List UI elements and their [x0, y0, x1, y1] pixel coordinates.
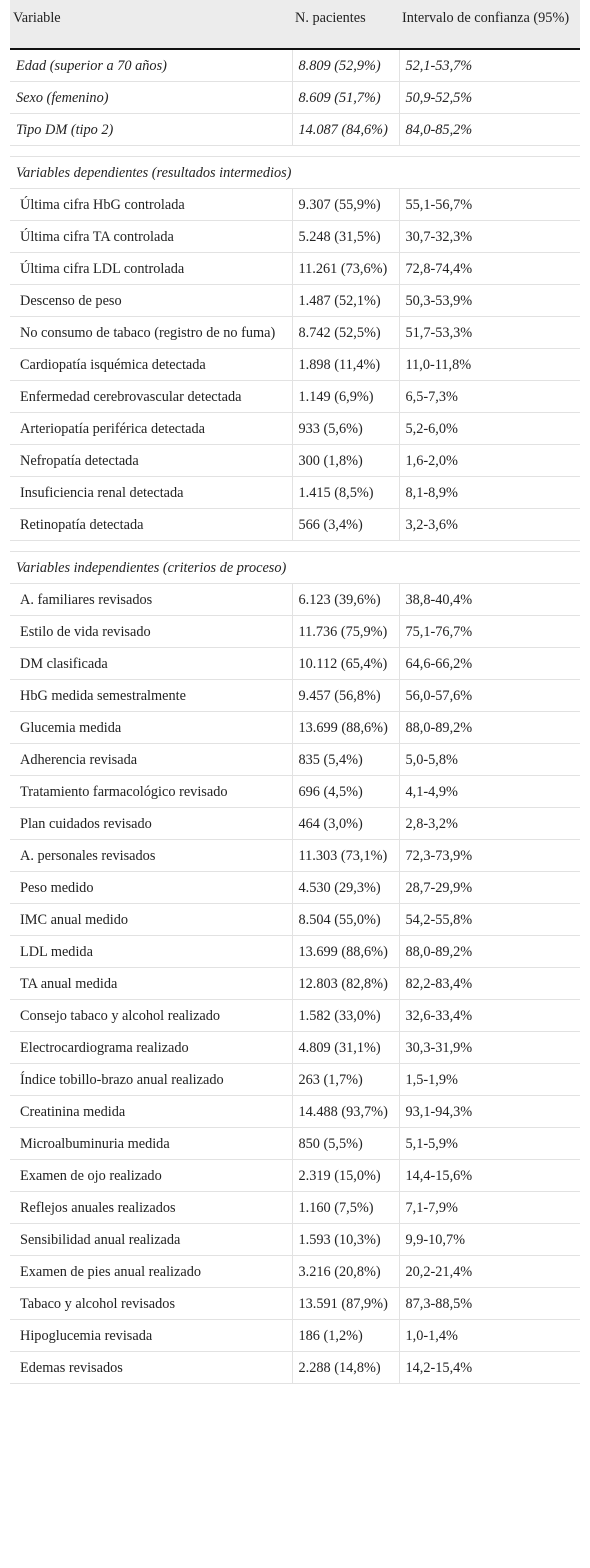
table-row	[10, 1224, 580, 1256]
cell-patients: 13.699 (88,6%)	[292, 712, 399, 744]
cell-confidence-interval: 54,2-55,8%	[399, 904, 580, 936]
cell-patients: 11.303 (73,1%)	[292, 840, 399, 872]
cell-variable: Descenso de peso	[10, 285, 292, 317]
cell-variable: Última cifra HbG controlada	[10, 189, 292, 221]
header-confidence-interval: Intervalo de confianza (95%)	[399, 0, 580, 49]
cell-variable: Insuficiencia renal detectada	[10, 477, 292, 509]
cell-confidence-interval: 1,6-2,0%	[399, 445, 580, 477]
table-row	[10, 936, 580, 968]
cell-confidence-interval: 55,1-56,7%	[399, 189, 580, 221]
cell-confidence-interval: 1,0-1,4%	[399, 1320, 580, 1352]
table-row	[10, 808, 580, 840]
cell-variable: Nefropatía detectada	[10, 445, 292, 477]
table-row	[10, 776, 580, 808]
cell-confidence-interval: 2,8-3,2%	[399, 808, 580, 840]
cell-patients: 2.319 (15,0%)	[292, 1160, 399, 1192]
cell-confidence-interval: 14,4-15,6%	[399, 1160, 580, 1192]
table-row	[10, 114, 580, 146]
cell-variable: Sensibilidad anual realizada	[10, 1224, 292, 1256]
cell-patients: 5.248 (31,5%)	[292, 221, 399, 253]
cell-variable: Tratamiento farmacológico revisado	[10, 776, 292, 808]
cell-confidence-interval: 8,1-8,9%	[399, 477, 580, 509]
cell-variable: Examen de ojo realizado	[10, 1160, 292, 1192]
table-row	[10, 1032, 580, 1064]
table-row	[10, 477, 580, 509]
section-title: Variables independientes (criterios de proceso)	[10, 552, 580, 584]
table-row	[10, 49, 580, 82]
cell-patients: 835 (5,4%)	[292, 744, 399, 776]
cell-confidence-interval: 14,2-15,4%	[399, 1352, 580, 1384]
cell-variable: Peso medido	[10, 872, 292, 904]
cell-patients: 1.898 (11,4%)	[292, 349, 399, 381]
cell-patients: 14.488 (93,7%)	[292, 1096, 399, 1128]
cell-variable: Reflejos anuales realizados	[10, 1192, 292, 1224]
cell-patients: 8.809 (52,9%)	[292, 49, 399, 82]
cell-variable: A. familiares revisados	[10, 584, 292, 616]
cell-variable: Sexo (femenino)	[10, 82, 292, 114]
cell-confidence-interval: 50,3-53,9%	[399, 285, 580, 317]
section-title: Variables dependientes (resultados intermedios)	[10, 157, 580, 189]
cell-variable: Plan cuidados revisado	[10, 808, 292, 840]
cell-variable: Cardiopatía isquémica detectada	[10, 349, 292, 381]
table-row	[10, 1128, 580, 1160]
cell-variable: TA anual medida	[10, 968, 292, 1000]
cell-confidence-interval: 56,0-57,6%	[399, 680, 580, 712]
table-row	[10, 413, 580, 445]
cell-confidence-interval: 28,7-29,9%	[399, 872, 580, 904]
table-row	[10, 1096, 580, 1128]
cell-patients: 696 (4,5%)	[292, 776, 399, 808]
cell-patients: 13.591 (87,9%)	[292, 1288, 399, 1320]
table-row	[10, 840, 580, 872]
cell-patients: 1.160 (7,5%)	[292, 1192, 399, 1224]
cell-patients: 9.457 (56,8%)	[292, 680, 399, 712]
table-row	[10, 189, 580, 221]
cell-patients: 1.149 (6,9%)	[292, 381, 399, 413]
table-row	[10, 1288, 580, 1320]
cell-patients: 4.530 (29,3%)	[292, 872, 399, 904]
table-row	[10, 616, 580, 648]
table-body	[10, 49, 580, 1384]
table-row	[10, 584, 580, 616]
table-row	[10, 712, 580, 744]
cell-patients: 566 (3,4%)	[292, 509, 399, 541]
cell-variable: A. personales revisados	[10, 840, 292, 872]
cell-confidence-interval: 82,2-83,4%	[399, 968, 580, 1000]
table-row	[10, 253, 580, 285]
table-row	[10, 317, 580, 349]
cell-variable: IMC anual medido	[10, 904, 292, 936]
table-row	[10, 1320, 580, 1352]
table-row	[10, 381, 580, 413]
table-row	[10, 872, 580, 904]
cell-variable: Adherencia revisada	[10, 744, 292, 776]
cell-confidence-interval: 20,2-21,4%	[399, 1256, 580, 1288]
cell-confidence-interval: 5,2-6,0%	[399, 413, 580, 445]
cell-variable: Estilo de vida revisado	[10, 616, 292, 648]
spacer-row	[10, 146, 580, 157]
header-row	[10, 0, 580, 49]
table-row	[10, 648, 580, 680]
section-header-row	[10, 157, 580, 189]
cell-variable: Consejo tabaco y alcohol realizado	[10, 1000, 292, 1032]
cell-variable: Edemas revisados	[10, 1352, 292, 1384]
cell-confidence-interval: 51,7-53,3%	[399, 317, 580, 349]
cell-patients	[292, 541, 399, 552]
cell-variable: Creatinina medida	[10, 1096, 292, 1128]
spacer-row	[10, 541, 580, 552]
cell-patients: 13.699 (88,6%)	[292, 936, 399, 968]
cell-confidence-interval	[399, 541, 580, 552]
table-row	[10, 744, 580, 776]
cell-variable	[10, 541, 292, 552]
cell-patients	[292, 146, 399, 157]
cell-variable	[10, 146, 292, 157]
table-row	[10, 445, 580, 477]
table-row	[10, 285, 580, 317]
cell-confidence-interval: 72,3-73,9%	[399, 840, 580, 872]
table-row	[10, 509, 580, 541]
cell-patients: 14.087 (84,6%)	[292, 114, 399, 146]
header-variable: Variable	[10, 0, 292, 49]
cell-patients: 3.216 (20,8%)	[292, 1256, 399, 1288]
cell-confidence-interval	[399, 146, 580, 157]
cell-confidence-interval: 52,1-53,7%	[399, 49, 580, 82]
cell-variable: HbG medida semestralmente	[10, 680, 292, 712]
table-row	[10, 349, 580, 381]
cell-variable: Arteriopatía periférica detectada	[10, 413, 292, 445]
cell-confidence-interval: 88,0-89,2%	[399, 712, 580, 744]
cell-patients: 10.112 (65,4%)	[292, 648, 399, 680]
cell-variable: Retinopatía detectada	[10, 509, 292, 541]
table-row	[10, 1352, 580, 1384]
cell-patients: 186 (1,2%)	[292, 1320, 399, 1352]
cell-patients: 8.609 (51,7%)	[292, 82, 399, 114]
table-row	[10, 680, 580, 712]
cell-confidence-interval: 4,1-4,9%	[399, 776, 580, 808]
cell-confidence-interval: 88,0-89,2%	[399, 936, 580, 968]
cell-confidence-interval: 6,5-7,3%	[399, 381, 580, 413]
table-row	[10, 1160, 580, 1192]
cell-variable: LDL medida	[10, 936, 292, 968]
cell-confidence-interval: 32,6-33,4%	[399, 1000, 580, 1032]
cell-patients: 1.582 (33,0%)	[292, 1000, 399, 1032]
table-row	[10, 82, 580, 114]
cell-confidence-interval: 30,7-32,3%	[399, 221, 580, 253]
cell-variable: Electrocardiograma realizado	[10, 1032, 292, 1064]
cell-confidence-interval: 11,0-11,8%	[399, 349, 580, 381]
cell-patients: 11.261 (73,6%)	[292, 253, 399, 285]
cell-variable: Tipo DM (tipo 2)	[10, 114, 292, 146]
cell-confidence-interval: 5,1-5,9%	[399, 1128, 580, 1160]
cell-variable: Hipoglucemia revisada	[10, 1320, 292, 1352]
cell-confidence-interval: 9,9-10,7%	[399, 1224, 580, 1256]
cell-patients: 8.504 (55,0%)	[292, 904, 399, 936]
results-table	[10, 0, 580, 1384]
cell-confidence-interval: 38,8-40,4%	[399, 584, 580, 616]
cell-confidence-interval: 84,0-85,2%	[399, 114, 580, 146]
cell-patients: 933 (5,6%)	[292, 413, 399, 445]
cell-variable: Enfermedad cerebrovascular detectada	[10, 381, 292, 413]
header-patients: N. pacientes	[292, 0, 399, 49]
table-row	[10, 1192, 580, 1224]
cell-confidence-interval: 30,3-31,9%	[399, 1032, 580, 1064]
cell-confidence-interval: 64,6-66,2%	[399, 648, 580, 680]
cell-patients: 8.742 (52,5%)	[292, 317, 399, 349]
cell-patients: 464 (3,0%)	[292, 808, 399, 840]
table-row	[10, 904, 580, 936]
cell-confidence-interval: 5,0-5,8%	[399, 744, 580, 776]
cell-variable: Tabaco y alcohol revisados	[10, 1288, 292, 1320]
cell-patients: 850 (5,5%)	[292, 1128, 399, 1160]
cell-confidence-interval: 75,1-76,7%	[399, 616, 580, 648]
cell-variable: Edad (superior a 70 años)	[10, 49, 292, 82]
cell-confidence-interval: 93,1-94,3%	[399, 1096, 580, 1128]
table-row	[10, 1000, 580, 1032]
cell-confidence-interval: 87,3-88,5%	[399, 1288, 580, 1320]
table-row	[10, 968, 580, 1000]
cell-patients: 4.809 (31,1%)	[292, 1032, 399, 1064]
cell-patients: 6.123 (39,6%)	[292, 584, 399, 616]
table-row	[10, 221, 580, 253]
cell-variable: No consumo de tabaco (registro de no fuma)	[10, 317, 292, 349]
cell-confidence-interval: 1,5-1,9%	[399, 1064, 580, 1096]
cell-patients: 9.307 (55,9%)	[292, 189, 399, 221]
cell-patients: 1.415 (8,5%)	[292, 477, 399, 509]
cell-confidence-interval: 7,1-7,9%	[399, 1192, 580, 1224]
cell-variable: Glucemia medida	[10, 712, 292, 744]
cell-variable: Última cifra TA controlada	[10, 221, 292, 253]
cell-patients: 1.593 (10,3%)	[292, 1224, 399, 1256]
cell-confidence-interval: 3,2-3,6%	[399, 509, 580, 541]
cell-confidence-interval: 50,9-52,5%	[399, 82, 580, 114]
cell-patients: 2.288 (14,8%)	[292, 1352, 399, 1384]
cell-confidence-interval: 72,8-74,4%	[399, 253, 580, 285]
cell-patients: 300 (1,8%)	[292, 445, 399, 477]
cell-patients: 12.803 (82,8%)	[292, 968, 399, 1000]
cell-variable: Microalbuminuria medida	[10, 1128, 292, 1160]
table-row	[10, 1256, 580, 1288]
section-header-row	[10, 552, 580, 584]
cell-patients: 1.487 (52,1%)	[292, 285, 399, 317]
cell-patients: 263 (1,7%)	[292, 1064, 399, 1096]
cell-variable: Índice tobillo-brazo anual realizado	[10, 1064, 292, 1096]
cell-patients: 11.736 (75,9%)	[292, 616, 399, 648]
cell-variable: DM clasificada	[10, 648, 292, 680]
cell-variable: Última cifra LDL controlada	[10, 253, 292, 285]
table-row	[10, 1064, 580, 1096]
cell-variable: Examen de pies anual realizado	[10, 1256, 292, 1288]
